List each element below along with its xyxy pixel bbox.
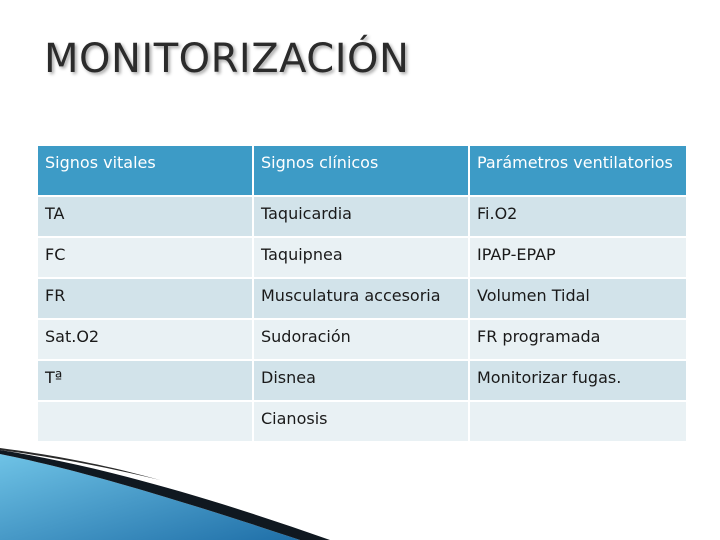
- table-cell: FR programada: [469, 319, 687, 360]
- table-cell: IPAP-EPAP: [469, 237, 687, 278]
- header-signos-vitales: Signos vitales: [37, 145, 253, 196]
- table-cell: Sudoración: [253, 319, 469, 360]
- table-cell: Musculatura accesoria: [253, 278, 469, 319]
- table-cell: Volumen Tidal: [469, 278, 687, 319]
- table-cell: [469, 401, 687, 442]
- decorative-wave: [0, 440, 720, 540]
- table-cell: FR: [37, 278, 253, 319]
- table-cell: Taquipnea: [253, 237, 469, 278]
- monitoring-table: [36, 144, 688, 443]
- table-header-row: [37, 145, 687, 196]
- table-cell: Sat.O2: [37, 319, 253, 360]
- table-row: [37, 278, 687, 319]
- header-parametros-ventilatorios: Parámetros ventilatorios: [469, 145, 687, 196]
- table-cell: Monitorizar fugas.: [469, 360, 687, 401]
- header-signos-clinicos: Signos clínicos: [253, 145, 469, 196]
- table-cell: Cianosis: [253, 401, 469, 442]
- table-row: [37, 319, 687, 360]
- table-cell: Fi.O2: [469, 196, 687, 237]
- table-cell: [37, 401, 253, 442]
- table-cell: FC: [37, 237, 253, 278]
- table-cell: Disnea: [253, 360, 469, 401]
- table-row: [37, 196, 687, 237]
- table-cell: Tª: [37, 360, 253, 401]
- table-row: [37, 237, 687, 278]
- table-row: [37, 401, 687, 442]
- table-row: [37, 360, 687, 401]
- table-cell: TA: [37, 196, 253, 237]
- table-cell: Taquicardia: [253, 196, 469, 237]
- slide-title: MONITORIZACIÓN: [44, 36, 410, 82]
